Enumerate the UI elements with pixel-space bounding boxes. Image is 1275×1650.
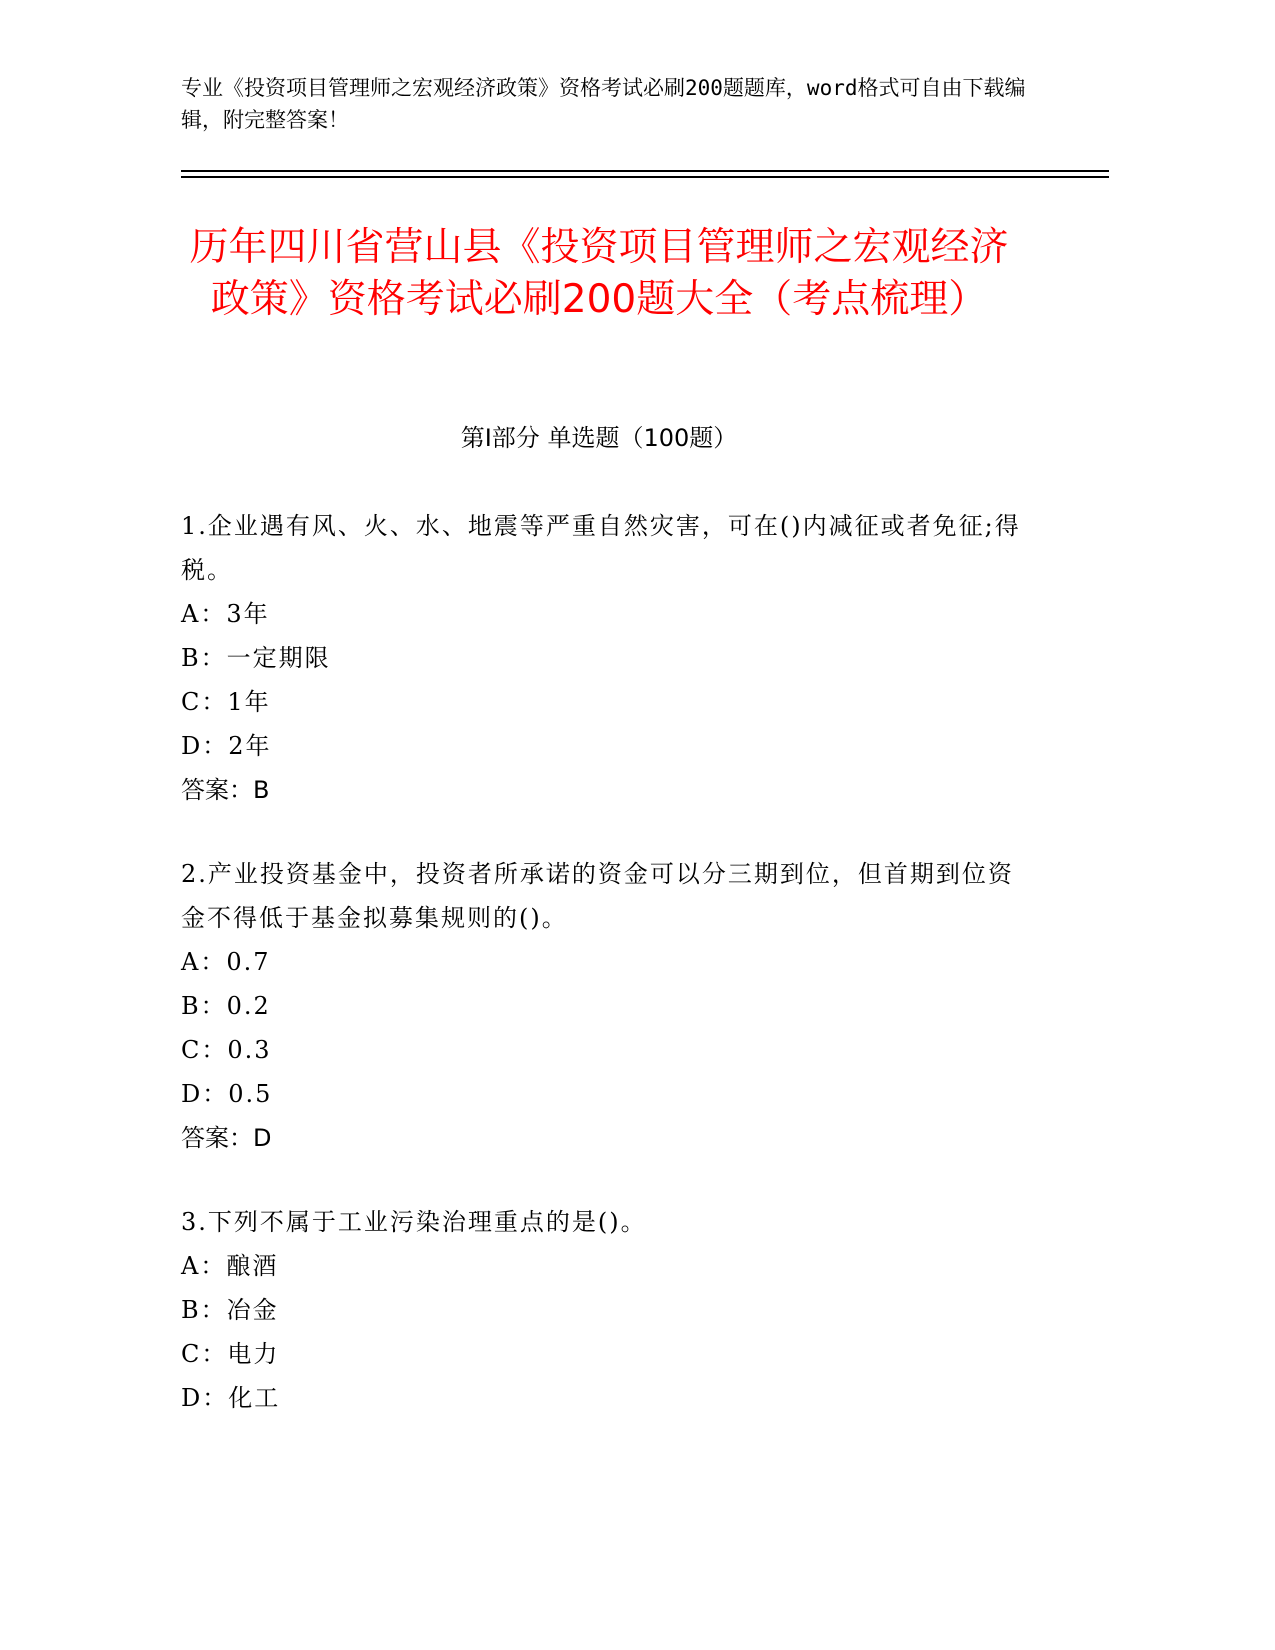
header-rule-top — [181, 170, 1109, 172]
option-b: B：一定期限 — [181, 644, 331, 672]
question-stem: 3.下列不属于工业污染治理重点的是()。 — [181, 1208, 647, 1236]
option-a: A：酿酒 — [181, 1252, 279, 1280]
option-a: A：0.7 — [181, 948, 271, 976]
question-stem: 2.产业投资基金中，投资者所承诺的资金可以分三期到位，但首期到位资金不得低于基金拟募集规则的()。 — [181, 860, 1014, 932]
header-note: 专业《投资项目管理师之宏观经济政策》资格考试必刷200题题库，word格式可自由下载编辑，附完整答案！ — [181, 76, 1026, 132]
question-3 — [181, 1200, 1021, 1420]
option-c: C：0.3 — [181, 1036, 272, 1064]
document-title: 历年四川省营山县《投资项目管理师之宏观经济政策》资格考试必刷200题大全（考点梳理） — [189, 225, 1009, 322]
question-stem: 1.企业遇有风、火、水、地震等严重自然灾害，可在()内减征或者免征;得税。 — [181, 512, 1021, 584]
option-b: B：冶金 — [181, 1296, 279, 1324]
question-1 — [181, 504, 1021, 812]
answer: 答案：B — [181, 776, 270, 804]
header-rule-bottom — [181, 176, 1109, 178]
answer: 答案：D — [181, 1124, 272, 1152]
question-2 — [181, 852, 1021, 1160]
option-d: D：化工 — [181, 1384, 281, 1412]
option-d: D：2年 — [181, 732, 272, 760]
option-b: B：0.2 — [181, 992, 271, 1020]
option-d: D：0.5 — [181, 1080, 273, 1108]
option-c: C：电力 — [181, 1340, 280, 1368]
section-heading: 第Ⅰ部分 单选题（100题） — [460, 424, 738, 452]
option-a: A：3年 — [181, 600, 270, 628]
option-c: C：1年 — [181, 688, 271, 716]
